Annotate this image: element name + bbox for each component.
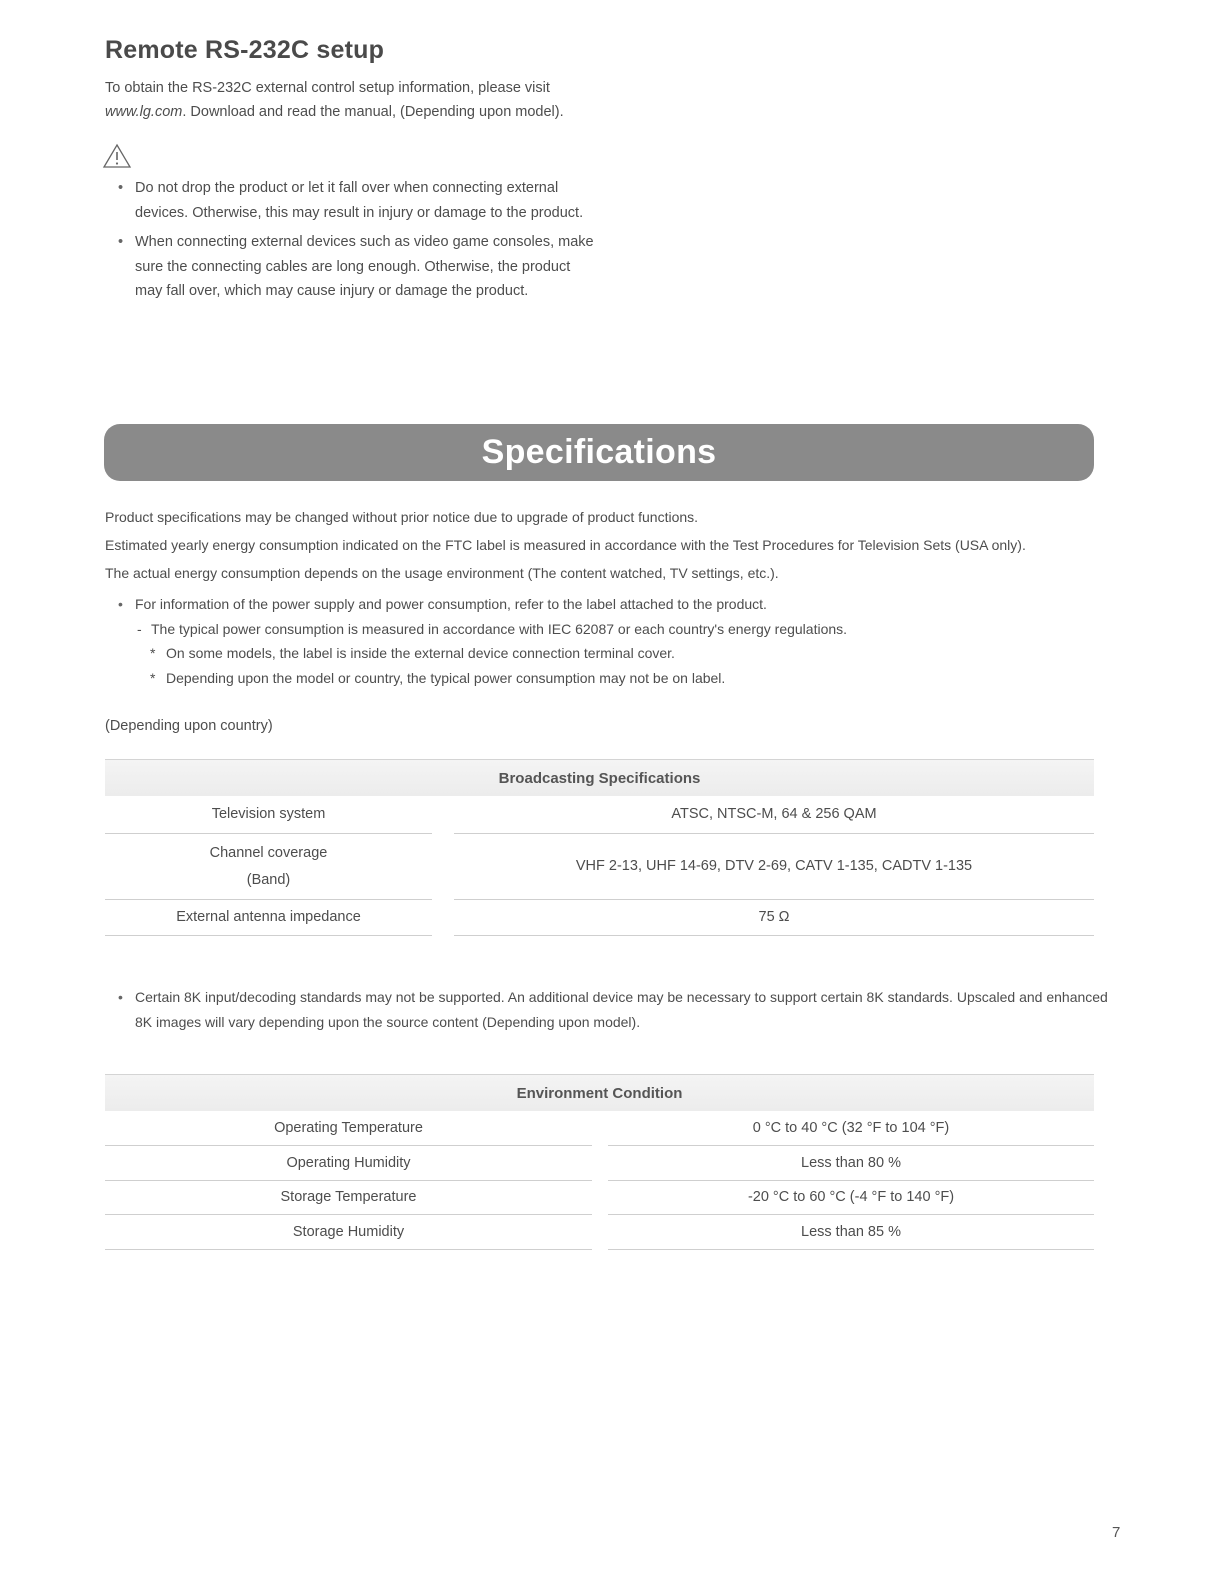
table-row	[105, 1215, 1094, 1250]
row-value: ATSC, NTSC-M, 64 & 256 QAM	[454, 796, 1094, 834]
row-label: Operating Humidity	[105, 1146, 592, 1181]
rs232c-description	[105, 76, 585, 124]
spec-paragraph: Estimated yearly energy consumption indicated on the FTC label is measured in accordance with the Test Procedures for Television Sets (USA only).	[105, 537, 1026, 553]
table-header: Environment Condition	[105, 1074, 1094, 1111]
specifications-banner	[104, 424, 1094, 481]
row-value: Less than 80 %	[608, 1146, 1094, 1181]
caution-list	[118, 176, 598, 309]
table-row	[105, 900, 1094, 936]
row-label: Television system	[105, 796, 432, 834]
row-value: -20 °C to 60 °C (-4 °F to 140 °F)	[608, 1181, 1094, 1215]
lg-website-link[interactable]: www.lg.com	[105, 104, 183, 120]
table-row	[105, 1146, 1094, 1181]
power-consumption-notes	[118, 592, 1098, 690]
row-value: Less than 85 %	[608, 1215, 1094, 1250]
caution-item: • When connecting external devices such as video game consoles, make sure the connecting cables are long enough. Otherwise, the product may fall over, which may cause injury or damage the product.	[118, 230, 598, 304]
row-label	[105, 834, 432, 900]
specifications-title: Specifications	[481, 433, 717, 471]
broadcasting-specifications-table	[105, 759, 1094, 936]
power-bullet: • For information of the power supply and power consumption, refer to the label attached to the product.	[118, 592, 1098, 617]
table-row	[105, 1111, 1094, 1146]
power-star-note: * On some models, the label is inside the external device connection terminal cover.	[118, 641, 1098, 666]
row-label: External antenna impedance	[105, 900, 432, 936]
upscale-8k-note: • Certain 8K input/decoding standards may not be supported. An additional device may be necessary to support certain 8K standards. Upscaled and enhanced 8K images will vary depending upon the source content (Depending upon model).	[118, 985, 1108, 1035]
row-label: Storage Temperature	[105, 1181, 592, 1215]
rs232c-text-part2: . Download and read the manual, (Depending upon model).	[182, 104, 564, 120]
environment-condition-table	[105, 1074, 1094, 1250]
power-star-note: * Depending upon the model or country, the typical power consumption may not be on label.	[118, 666, 1098, 691]
row-label-line: (Band)	[246, 871, 291, 888]
row-value: 75 Ω	[454, 900, 1094, 936]
row-value: VHF 2-13, UHF 14-69, DTV 2-69, CATV 1-135, CADTV 1-135	[454, 834, 1094, 900]
row-value: 0 °C to 40 °C (32 °F to 104 °F)	[608, 1111, 1094, 1146]
spec-paragraph: The actual energy consumption depends on the usage environment (The content watched, TV settings, etc.).	[105, 565, 779, 581]
spec-paragraph: Product specifications may be changed without prior notice due to upgrade of product functions.	[105, 509, 699, 525]
specifications-intro	[105, 503, 1105, 587]
row-label-line: Channel coverage	[209, 844, 328, 861]
row-label: Operating Temperature	[105, 1111, 592, 1146]
table-row	[105, 834, 1094, 900]
row-label: Storage Humidity	[105, 1215, 592, 1250]
page-number: 7	[1112, 1524, 1121, 1541]
warning-triangle-icon	[102, 143, 132, 169]
rs232c-text-part1: To obtain the RS-232C external control setup information, please visit	[105, 80, 550, 96]
table-row	[105, 796, 1094, 834]
table-header: Broadcasting Specifications	[105, 759, 1094, 796]
power-dash-note: - The typical power consumption is measured in accordance with IEC 62087 or each country's energy regulations.	[118, 617, 1098, 642]
table-row	[105, 1181, 1094, 1215]
caution-item: • Do not drop the product or let it fall over when connecting external devices. Otherwise, this may result in injury or damage to the product.	[118, 176, 598, 225]
section-title-rs232c: Remote RS-232C setup	[105, 36, 385, 64]
depending-upon-country: (Depending upon country)	[105, 718, 273, 734]
